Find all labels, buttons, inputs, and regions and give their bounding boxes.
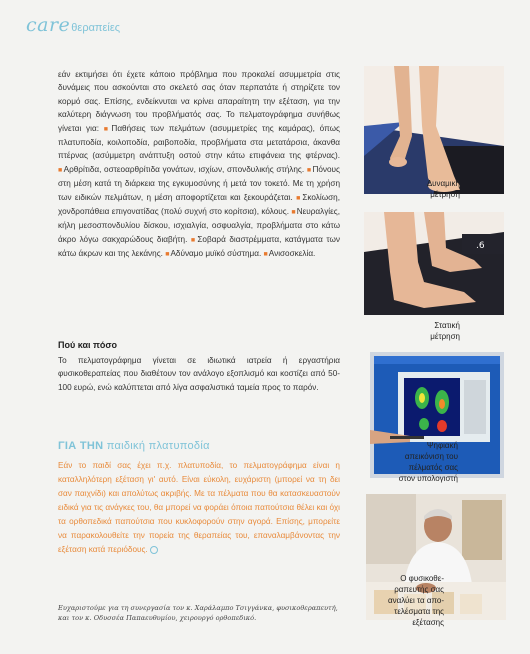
- credits: Ευχαριστούμε για τη συνεργασία τον κ. Χαράλαμπο Τσιγγάνκα, φυσικοθεραπευτή, και τον κ. Οδυσσέα Παπαευθυμίου, χειρουργό ορθοπεδικό.: [58, 604, 338, 622]
- subheading-where-cost: Πού και πόσο: [58, 340, 118, 350]
- bullet-square-icon: ■: [296, 194, 302, 202]
- bullet-square-icon: ■: [306, 166, 312, 174]
- list-item: Νευραλγίες, κήλη μεσοσπονδυλίου δίσκου, ισχιαλγία, οσφυαλγία, προβλήματα στο κάτω άκρο λόγω σακχαρώδους διαβήτη.: [58, 207, 340, 244]
- list-item: Πόνους στη μέση κατά τη διάρκεια της εγκυμοσύνης ή μετά τον τοκετό. Με τη χρήση των ειδικών πελμάτων, η μέση αποφορτίζεται και ξεκουράζεται.: [58, 164, 340, 202]
- list-item: Σοβαρά διαστρέμματα, κατάγματα των κάτω άκρων και της λεκάνης.: [58, 234, 340, 259]
- bullet-square-icon: ■: [103, 125, 111, 133]
- box-title-rest: παιδική πλατυποδία: [106, 440, 210, 452]
- list-item: Ανισοσκελία.: [268, 249, 316, 259]
- box-text: [58, 459, 340, 557]
- section-title: θεραπείες: [71, 22, 121, 34]
- caption-digital: Ψηφιακή απεικόνιση του πέλματός σας στον υπολογιστή: [398, 441, 458, 483]
- list-item: Παθήσεις των πελμάτων (ασυμμετρίες της καμάρας), όπως πλατυποδία, κοιλοποδία, ραιβοποδία, προβλήματα στα μετατάρσια, άκανθα πτέρνας (ασύμμετρη ανάπτυξη οστού στην κάτω επιφάνεια της φτέρνας).: [58, 123, 340, 161]
- caption-physio: Ο φυσικοθε- ραπευτής σας αναλύει τα απο- τελέσματα της εξέτασης: [387, 574, 444, 627]
- box-title: [58, 440, 210, 452]
- where-cost-paragraph: Το πελματογράφημα γίνεται σε ιδιωτικά ιατρεία ή εργαστήρια φυσικοθεραπείας που διαθέτουν τον ανάλογο εξοπλισμό και κοστίζει από 50-100 ευρώ, ενώ καλύπτεται από λίγα ασφαλιστικά ταμεία προς το παρόν.: [58, 356, 340, 392]
- caption-dynamic: Δυναμική μέτρηση: [426, 179, 460, 199]
- bullet-square-icon: ■: [263, 251, 268, 259]
- bullet-square-icon: ■: [190, 236, 197, 244]
- brand-logo: care: [26, 14, 71, 36]
- list-item: Αρθρίτιδα, οστεοαρθρίτιδα γονάτων, ισχίων, σπονδυλικής στήλης.: [63, 164, 305, 174]
- page-header: [26, 14, 120, 38]
- body-text: [58, 68, 340, 262]
- bullet-square-icon: ■: [58, 166, 63, 174]
- dynamic-measurement-photo: [364, 66, 504, 194]
- static-measurement-photo: [364, 212, 504, 315]
- svg-text:.6: .6: [476, 241, 485, 251]
- bullet-square-icon: ■: [291, 209, 296, 217]
- box-title-bold: ΓΙΑ ΤΗΝ: [58, 440, 104, 452]
- bullet-square-icon: ■: [165, 251, 170, 259]
- caption-static: Στατική μέτρηση: [430, 321, 460, 341]
- list-item: Σκολίωση, χονδροπάθεια επιγονατίδας (πολύ συχνή στο κορίτσια), κόλους.: [58, 192, 340, 217]
- intro-paragraph: εάν εκτιμήσει ότι έχετε κάποιο πρόβλημα που προκαλεί ασυμμετρία στις δυνάμεις που ασκούνται στο σκελετό σας όταν περπατάτε ή στηρίζετε τον κορμό σας. Επίσης, ενδείκνυται να κρίνει απαραίτητη την εξέταση, για την καλύτερη διάγνωση του προβλήματός σας. Το πελματογράφημα συνήθως γίνεται για:: [58, 70, 340, 133]
- box-paragraph: Εάν το παιδί σας έχει π.χ. πλατυποδία, το πελματογράφημα είναι η καταλληλότερη εξέταση γι' αυτό. Είναι εύκολη, ευχάριστη (μπορεί να τη δει σαν παιχνίδι) και απολύτως ακριβής. Με τα πέλματα που θα κατασκευαστούν ειδικά για τις ανάγκες του, θα μπορεί να φοράει όποια παπούτσια θέλει και όχι τα ορθοπεδικά παπούτσια που κυκλοφορούν στην αγορά. Επίσης, μπορείτε να παρακολουθείτε την πορεία της θεραπείας του, επαναλαμβάνοντας την εξέταση κατά περιόδους.: [58, 461, 340, 554]
- end-mark-icon: [150, 546, 158, 554]
- list-item: Αδύναμο μυϊκό σύστημα.: [170, 249, 262, 259]
